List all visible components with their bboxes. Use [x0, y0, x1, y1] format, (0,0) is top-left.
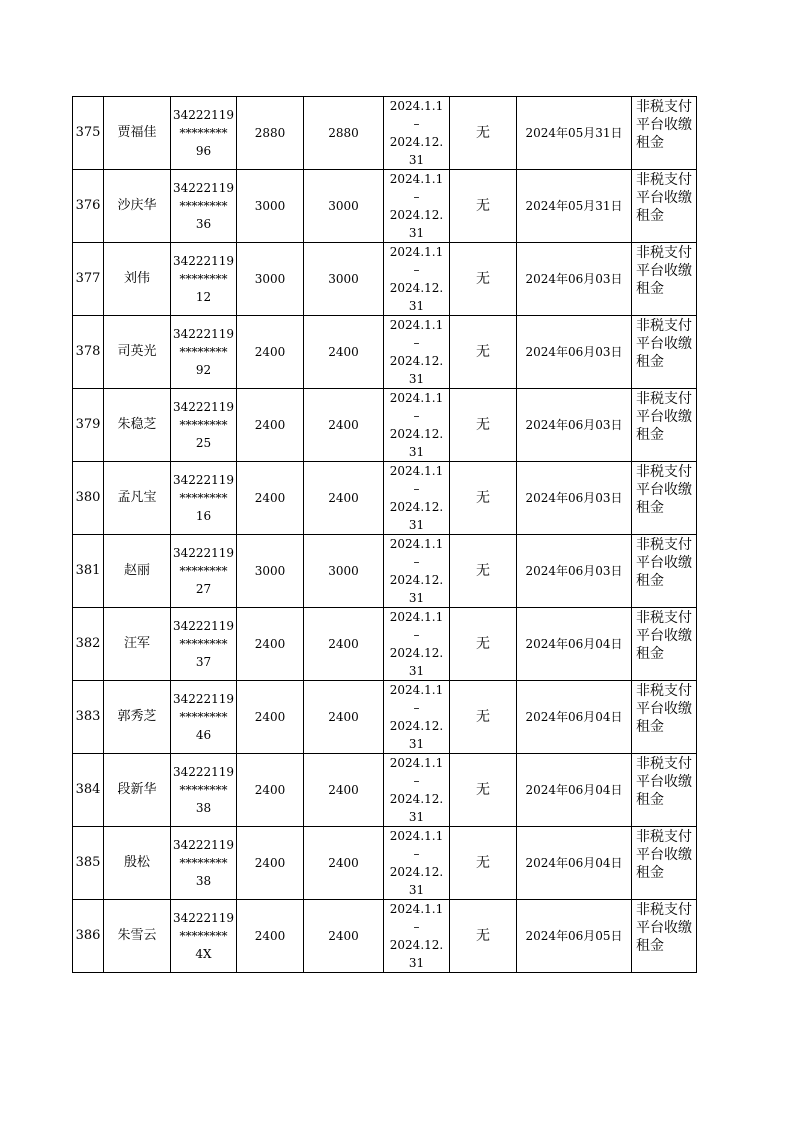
- period-part: 2024.12.: [389, 646, 444, 660]
- payment-method-text: 非税支付平台收缴租金: [636, 682, 692, 735]
- id-number-cell: [171, 316, 237, 389]
- period-part: –: [413, 190, 420, 204]
- overdue-cell: 无: [450, 316, 517, 389]
- amount-paid-cell: 3000: [304, 535, 384, 608]
- payment-method-text: 非税支付平台收缴租金: [636, 98, 692, 151]
- period-cell: [384, 243, 450, 316]
- id-number-part: ********: [179, 345, 228, 359]
- id-number-part: ********: [179, 929, 228, 943]
- id-number-part: 4X: [195, 947, 212, 961]
- name-cell: 孟凡宝: [104, 462, 171, 535]
- period-part: 2024.1.1: [389, 829, 444, 843]
- amount-due-cell: 2400: [237, 462, 304, 535]
- payment-date-cell: 2024年06月03日: [517, 535, 632, 608]
- period-part: 31: [408, 226, 425, 240]
- period-part: 31: [408, 518, 425, 532]
- id-number-part: 34222119: [172, 692, 235, 706]
- payment-method-text: 非税支付平台收缴租金: [636, 609, 692, 662]
- name-cell: 朱稳芝: [104, 389, 171, 462]
- table-row: [73, 900, 697, 973]
- payment-method-text: 非税支付平台收缴租金: [636, 244, 692, 297]
- overdue-cell: 无: [450, 754, 517, 827]
- amount-paid-cell: 2880: [304, 97, 384, 170]
- id-number-part: 34222119: [172, 254, 235, 268]
- amount-paid-cell: 3000: [304, 170, 384, 243]
- period-part: –: [413, 847, 420, 861]
- id-number-part: ********: [179, 199, 228, 213]
- id-number-part: 36: [195, 217, 212, 231]
- payment-method-text: 非税支付平台收缴租金: [636, 536, 692, 589]
- period-part: –: [413, 774, 420, 788]
- period-part: 31: [408, 737, 425, 751]
- period-cell: [384, 608, 450, 681]
- period-part: 2024.1.1: [389, 464, 444, 478]
- period-part: 2024.12.: [389, 354, 444, 368]
- payment-method-cell: [632, 243, 697, 316]
- period-part: –: [413, 117, 420, 131]
- table-row: [73, 535, 697, 608]
- period-part: 2024.12.: [389, 938, 444, 952]
- id-number-cell: [171, 827, 237, 900]
- name-cell: 司英光: [104, 316, 171, 389]
- period-part: 2024.1.1: [389, 902, 444, 916]
- table-row: [73, 243, 697, 316]
- period-part: 31: [408, 664, 425, 678]
- period-cell: [384, 827, 450, 900]
- period-part: 2024.12.: [389, 573, 444, 587]
- period-part: –: [413, 336, 420, 350]
- id-number-part: 34222119: [172, 619, 235, 633]
- payment-date-cell: 2024年06月04日: [517, 608, 632, 681]
- payment-date-cell: 2024年05月31日: [517, 97, 632, 170]
- payment-method-wrap: [632, 536, 696, 607]
- overdue-cell: 无: [450, 389, 517, 462]
- period-part: 31: [408, 810, 425, 824]
- name-cell: 郭秀芝: [104, 681, 171, 754]
- table-row: [73, 389, 697, 462]
- payment-date-cell: 2024年06月04日: [517, 681, 632, 754]
- period-part: 31: [408, 445, 425, 459]
- row-number-cell: 378: [73, 316, 104, 389]
- payment-method-wrap: [632, 317, 696, 388]
- period-part: 2024.12.: [389, 792, 444, 806]
- period-part: 2024.1.1: [389, 756, 444, 770]
- payment-method-wrap: [632, 755, 696, 826]
- id-number-part: ********: [179, 272, 228, 286]
- payment-method-wrap: [632, 682, 696, 753]
- row-number-cell: 375: [73, 97, 104, 170]
- period-cell: [384, 389, 450, 462]
- period-part: 2024.1.1: [389, 99, 444, 113]
- period-part: 31: [408, 299, 425, 313]
- amount-paid-cell: 2400: [304, 681, 384, 754]
- period-part: 2024.12.: [389, 865, 444, 879]
- payment-method-text: 非税支付平台收缴租金: [636, 463, 692, 516]
- payment-method-text: 非税支付平台收缴租金: [636, 755, 692, 808]
- row-number-cell: 382: [73, 608, 104, 681]
- overdue-cell: 无: [450, 535, 517, 608]
- amount-paid-cell: 2400: [304, 827, 384, 900]
- id-number-cell: [171, 170, 237, 243]
- id-number-cell: [171, 243, 237, 316]
- id-number-part: 34222119: [172, 327, 235, 341]
- overdue-cell: 无: [450, 827, 517, 900]
- payment-date-cell: 2024年06月05日: [517, 900, 632, 973]
- id-number-cell: [171, 681, 237, 754]
- amount-due-cell: 2400: [237, 389, 304, 462]
- amount-paid-cell: 2400: [304, 608, 384, 681]
- id-number-part: 16: [195, 509, 212, 523]
- period-part: 31: [408, 956, 425, 970]
- amount-paid-cell: 2400: [304, 900, 384, 973]
- name-cell: 沙庆华: [104, 170, 171, 243]
- period-part: 2024.1.1: [389, 683, 444, 697]
- id-number-part: 25: [195, 436, 212, 450]
- period-part: 2024.1.1: [389, 610, 444, 624]
- payment-method-cell: [632, 535, 697, 608]
- name-cell: 贾福佳: [104, 97, 171, 170]
- payment-method-cell: [632, 754, 697, 827]
- period-part: 31: [408, 591, 425, 605]
- period-part: 31: [408, 372, 425, 386]
- amount-due-cell: 2400: [237, 827, 304, 900]
- id-number-part: 34222119: [172, 108, 235, 122]
- period-part: 2024.12.: [389, 500, 444, 514]
- amount-due-cell: 3000: [237, 535, 304, 608]
- payment-date-cell: 2024年06月04日: [517, 754, 632, 827]
- row-number-cell: 383: [73, 681, 104, 754]
- name-cell: 刘伟: [104, 243, 171, 316]
- id-number-part: 46: [195, 728, 212, 742]
- table-row: [73, 754, 697, 827]
- payment-method-cell: [632, 827, 697, 900]
- period-part: 2024.1.1: [389, 245, 444, 259]
- id-number-cell: [171, 608, 237, 681]
- period-cell: [384, 462, 450, 535]
- overdue-cell: 无: [450, 243, 517, 316]
- id-number-part: 34222119: [172, 838, 235, 852]
- amount-due-cell: 2400: [237, 754, 304, 827]
- row-number-cell: 386: [73, 900, 104, 973]
- amount-paid-cell: 2400: [304, 462, 384, 535]
- id-number-part: 27: [195, 582, 212, 596]
- id-number-cell: [171, 462, 237, 535]
- period-part: 2024.12.: [389, 135, 444, 149]
- table-row: [73, 608, 697, 681]
- overdue-cell: 无: [450, 170, 517, 243]
- id-number-part: 37: [195, 655, 212, 669]
- period-part: 2024.1.1: [389, 537, 444, 551]
- period-part: –: [413, 482, 420, 496]
- period-cell: [384, 316, 450, 389]
- id-number-part: 34222119: [172, 911, 235, 925]
- id-number-part: ********: [179, 564, 228, 578]
- id-number-part: 34222119: [172, 181, 235, 195]
- row-number-cell: 377: [73, 243, 104, 316]
- id-number-part: ********: [179, 637, 228, 651]
- payment-method-cell: [632, 608, 697, 681]
- period-cell: [384, 170, 450, 243]
- id-number-part: 34222119: [172, 765, 235, 779]
- amount-due-cell: 2880: [237, 97, 304, 170]
- id-number-part: 12: [195, 290, 212, 304]
- payment-method-text: 非税支付平台收缴租金: [636, 390, 692, 443]
- payment-date-cell: 2024年06月03日: [517, 243, 632, 316]
- id-number-cell: [171, 900, 237, 973]
- table-row: [73, 827, 697, 900]
- amount-due-cell: 3000: [237, 243, 304, 316]
- id-number-part: ********: [179, 710, 228, 724]
- name-cell: 殷松: [104, 827, 171, 900]
- id-number-part: 34222119: [172, 473, 235, 487]
- amount-paid-cell: 2400: [304, 754, 384, 827]
- name-cell: 赵丽: [104, 535, 171, 608]
- row-number-cell: 376: [73, 170, 104, 243]
- period-part: 2024.12.: [389, 719, 444, 733]
- period-part: –: [413, 628, 420, 642]
- period-part: 31: [408, 883, 425, 897]
- id-number-part: 96: [195, 144, 212, 158]
- row-number-cell: 381: [73, 535, 104, 608]
- payment-date-cell: 2024年06月03日: [517, 462, 632, 535]
- overdue-cell: 无: [450, 681, 517, 754]
- table-row: [73, 170, 697, 243]
- amount-due-cell: 2400: [237, 681, 304, 754]
- id-number-part: ********: [179, 126, 228, 140]
- id-number-part: ********: [179, 418, 228, 432]
- amount-due-cell: 2400: [237, 608, 304, 681]
- period-part: –: [413, 920, 420, 934]
- period-part: –: [413, 409, 420, 423]
- table-row: [73, 681, 697, 754]
- payment-method-text: 非税支付平台收缴租金: [636, 828, 692, 881]
- id-number-cell: [171, 389, 237, 462]
- overdue-cell: 无: [450, 900, 517, 973]
- payment-method-cell: [632, 900, 697, 973]
- period-part: –: [413, 555, 420, 569]
- row-number-cell: 385: [73, 827, 104, 900]
- payment-method-cell: [632, 462, 697, 535]
- id-number-part: 92: [195, 363, 212, 377]
- id-number-part: 38: [195, 801, 212, 815]
- period-part: 2024.1.1: [389, 318, 444, 332]
- period-part: 31: [408, 153, 425, 167]
- payment-method-text: 非税支付平台收缴租金: [636, 901, 692, 954]
- name-cell: 段新华: [104, 754, 171, 827]
- id-number-part: 34222119: [172, 400, 235, 414]
- row-number-cell: 379: [73, 389, 104, 462]
- payment-method-text: 非税支付平台收缴租金: [636, 171, 692, 224]
- period-part: 2024.1.1: [389, 172, 444, 186]
- overdue-cell: 无: [450, 462, 517, 535]
- payment-date-cell: 2024年06月03日: [517, 316, 632, 389]
- payment-method-wrap: [632, 901, 696, 972]
- payment-date-cell: 2024年06月03日: [517, 389, 632, 462]
- payment-date-cell: 2024年05月31日: [517, 170, 632, 243]
- payment-method-wrap: [632, 244, 696, 315]
- payment-method-cell: [632, 316, 697, 389]
- amount-paid-cell: 2400: [304, 316, 384, 389]
- period-cell: [384, 97, 450, 170]
- amount-due-cell: 2400: [237, 900, 304, 973]
- amount-due-cell: 2400: [237, 316, 304, 389]
- payment-method-wrap: [632, 609, 696, 680]
- payment-method-cell: [632, 170, 697, 243]
- payment-method-wrap: [632, 171, 696, 242]
- payment-method-wrap: [632, 463, 696, 534]
- table-body: [73, 97, 697, 973]
- name-cell: 朱雪云: [104, 900, 171, 973]
- id-number-part: 38: [195, 874, 212, 888]
- overdue-cell: 无: [450, 97, 517, 170]
- payment-method-wrap: [632, 390, 696, 461]
- payment-method-cell: [632, 97, 697, 170]
- amount-paid-cell: 3000: [304, 243, 384, 316]
- payment-method-cell: [632, 389, 697, 462]
- rent-payment-table: [72, 96, 697, 973]
- table-row: [73, 462, 697, 535]
- payment-date-cell: 2024年06月04日: [517, 827, 632, 900]
- period-part: –: [413, 701, 420, 715]
- payment-method-wrap: [632, 828, 696, 899]
- id-number-part: ********: [179, 783, 228, 797]
- period-cell: [384, 681, 450, 754]
- row-number-cell: 384: [73, 754, 104, 827]
- id-number-cell: [171, 535, 237, 608]
- id-number-part: ********: [179, 856, 228, 870]
- table-row: [73, 316, 697, 389]
- id-number-cell: [171, 754, 237, 827]
- payment-method-text: 非税支付平台收缴租金: [636, 317, 692, 370]
- id-number-part: ********: [179, 491, 228, 505]
- amount-due-cell: 3000: [237, 170, 304, 243]
- period-part: 2024.12.: [389, 427, 444, 441]
- id-number-part: 34222119: [172, 546, 235, 560]
- amount-paid-cell: 2400: [304, 389, 384, 462]
- id-number-cell: [171, 97, 237, 170]
- period-cell: [384, 535, 450, 608]
- period-cell: [384, 900, 450, 973]
- period-part: 2024.1.1: [389, 391, 444, 405]
- period-part: 2024.12.: [389, 281, 444, 295]
- overdue-cell: 无: [450, 608, 517, 681]
- payment-method-wrap: [632, 98, 696, 169]
- table-row: [73, 97, 697, 170]
- payment-method-cell: [632, 681, 697, 754]
- period-cell: [384, 754, 450, 827]
- name-cell: 汪军: [104, 608, 171, 681]
- period-part: 2024.12.: [389, 208, 444, 222]
- row-number-cell: 380: [73, 462, 104, 535]
- period-part: –: [413, 263, 420, 277]
